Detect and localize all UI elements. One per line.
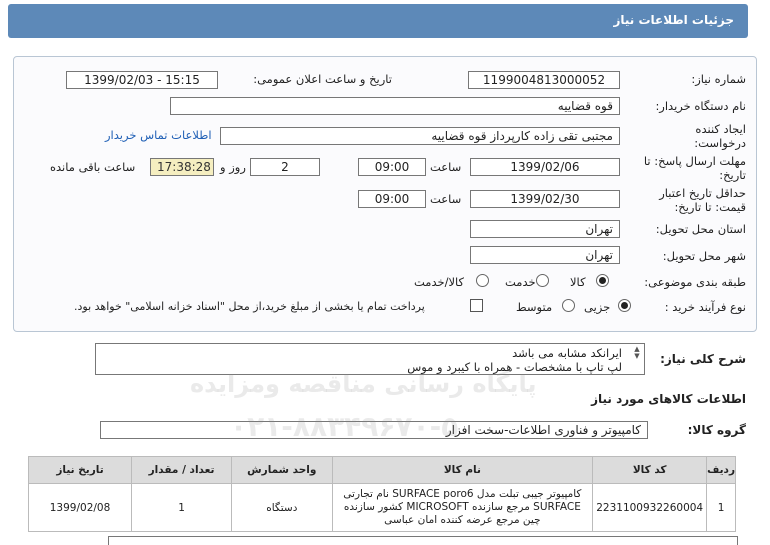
buyer-org-label: نام دستگاه خریدار: bbox=[655, 99, 746, 113]
validity-time-label: ساعت bbox=[430, 192, 462, 206]
contact-info-link[interactable]: اطلاعات تماس خریدار bbox=[105, 128, 212, 142]
deadline-label: مهلت ارسال پاسخ: تا تاریخ: bbox=[643, 154, 746, 182]
category-service-label: خدمت bbox=[505, 275, 536, 289]
col-header-qty: تعداد / مقدار bbox=[132, 457, 232, 484]
cell-date: 1399/02/08 bbox=[29, 484, 132, 532]
city-label: شهر محل تحویل: bbox=[662, 249, 746, 263]
col-header-name: نام کالا bbox=[332, 457, 593, 484]
col-header-code: کد کالا bbox=[593, 457, 707, 484]
requester-field[interactable]: مجتبی تقی زاده کارپرداز قوه قضاییه bbox=[220, 127, 620, 145]
city-field[interactable]: تهران bbox=[470, 246, 620, 264]
textarea-scroll-arrows[interactable]: ▲ ▼ bbox=[634, 345, 640, 360]
validity-time-field[interactable]: 09:00 bbox=[358, 190, 426, 208]
category-goods-label: کالا bbox=[570, 275, 586, 289]
col-header-unit: واحد شمارش bbox=[232, 457, 332, 484]
description-line-2: لپ تاپ با مشخصات - همراه با کیبرد و موس bbox=[407, 360, 622, 374]
deadline-date-field[interactable]: 1399/02/06 bbox=[470, 158, 620, 176]
treasury-payment-checkbox[interactable] bbox=[470, 299, 483, 312]
province-field[interactable]: تهران bbox=[470, 220, 620, 238]
days-label: روز و bbox=[220, 160, 246, 174]
deadline-time-label: ساعت bbox=[430, 160, 462, 174]
purchase-medium-label: متوسط bbox=[516, 300, 553, 314]
validity-date-field[interactable]: 1399/02/30 bbox=[470, 190, 620, 208]
announce-field[interactable]: 1399/02/03 - 15:15 bbox=[66, 71, 218, 89]
goods-group-field[interactable]: کامپیوتر و فناوری اطلاعات-سخت افزار bbox=[100, 421, 648, 439]
province-label: استان محل تحویل: bbox=[655, 222, 746, 236]
items-table-header bbox=[29, 457, 736, 484]
days-count-field[interactable]: 2 bbox=[250, 158, 320, 176]
title-bar bbox=[0, 0, 770, 40]
col-header-row: ردیف bbox=[707, 457, 736, 484]
col-header-date: تاریخ نیاز bbox=[29, 457, 132, 484]
bottom-field[interactable] bbox=[108, 536, 738, 545]
cell-row: 1 bbox=[707, 484, 736, 532]
page-title: جزئیات اطلاعات نیاز bbox=[613, 13, 734, 27]
goods-section-title: اطلاعات کالاهای مورد نیاز bbox=[591, 392, 746, 406]
category-both-radio[interactable] bbox=[476, 274, 489, 287]
treasury-payment-note: پرداخت تمام یا بخشی از مبلغ خرید،از محل "اسناد خزانه اسلامی" خواهد بود. bbox=[74, 300, 425, 313]
remaining-time-label: ساعت باقی مانده bbox=[50, 160, 136, 174]
title-bar-background bbox=[8, 4, 748, 38]
purchase-medium-radio[interactable] bbox=[562, 299, 575, 312]
cell-code: 2231100932260004 bbox=[593, 484, 707, 532]
need-number-label: شماره نیاز: bbox=[691, 72, 746, 86]
purchase-minor-label: جزیی bbox=[584, 300, 611, 314]
remaining-time-field: 17:38:28 bbox=[150, 158, 214, 176]
items-table bbox=[28, 456, 736, 532]
description-line-1: ایرانکد مشابه می باشد bbox=[512, 346, 622, 360]
cell-name: کامپیوتر جیبی تبلت مدل SURFACE poro6 نام تجارتی SURFACE مرجع سازنده MICROSOFT کشور سازنده چین مرجع عرضه کننده امان عباسی bbox=[332, 484, 593, 532]
cell-unit: دستگاه bbox=[232, 484, 332, 532]
category-goods-radio[interactable] bbox=[596, 274, 609, 287]
watermark-text-1: پایگاه رسانی مناقصه ومزایده bbox=[190, 370, 537, 398]
validity-label: حداقل تاریخ اعتبار قیمت: تا تاریخ: bbox=[659, 186, 746, 214]
category-both-label: کالا/خدمت bbox=[414, 275, 465, 289]
description-label: شرح کلی نیاز: bbox=[660, 352, 746, 366]
table-row[interactable] bbox=[29, 484, 736, 532]
description-textarea[interactable] bbox=[95, 343, 645, 375]
purchase-type-label: نوع فرآیند خرید : bbox=[664, 300, 746, 314]
purchase-minor-radio[interactable] bbox=[618, 299, 631, 312]
announce-label: تاریخ و ساعت اعلان عمومی: bbox=[253, 72, 392, 86]
deadline-time-field[interactable]: 09:00 bbox=[358, 158, 426, 176]
requester-label: ایجاد کننده درخواست: bbox=[694, 122, 746, 150]
goods-group-label: گروه کالا: bbox=[687, 423, 746, 437]
cell-qty: 1 bbox=[132, 484, 232, 532]
need-number-field[interactable]: 1199004813000052 bbox=[468, 71, 620, 89]
category-service-radio[interactable] bbox=[536, 274, 549, 287]
category-label: طبقه بندی موضوعی: bbox=[644, 275, 746, 289]
buyer-org-field[interactable]: قوه قضاییه bbox=[170, 97, 620, 115]
